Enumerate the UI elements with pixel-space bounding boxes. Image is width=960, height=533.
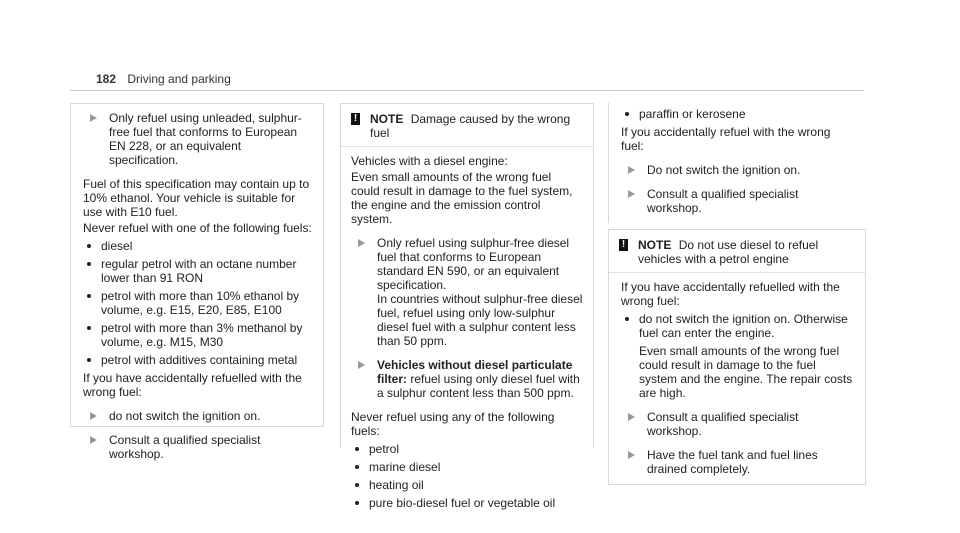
list-item: petrol with additives containing metal bbox=[83, 353, 313, 367]
list-item: petrol with more than 3% methanol by volume, e.g. M15, M30 bbox=[83, 321, 313, 349]
list-item-text: Even small amounts of the wrong fuel could result in damage to the fuel system and the engine. The repair costs are high. bbox=[639, 344, 853, 400]
arrow-icon bbox=[90, 412, 97, 420]
paragraph: If you have accidentally refuelled with the wrong fuel: bbox=[83, 371, 302, 399]
arrow-icon bbox=[628, 413, 635, 421]
column-3 bbox=[608, 103, 866, 485]
arrow-icon bbox=[90, 436, 97, 444]
bullet-list bbox=[83, 239, 313, 367]
step-item bbox=[83, 409, 313, 423]
step-item bbox=[621, 163, 856, 177]
note-title: Do not use diesel to refuel vehicles with a petrol engine bbox=[638, 238, 819, 266]
note-box bbox=[608, 229, 866, 485]
header-rule bbox=[70, 90, 864, 91]
arrow-icon bbox=[358, 361, 365, 369]
list-item: petrol with more than 10% ethanol by volume, e.g. E15, E20, E85, E100 bbox=[83, 289, 313, 317]
list-item: regular petrol with an octane number lower than 91 RON bbox=[83, 257, 313, 285]
section-title: Driving and parking bbox=[127, 72, 231, 86]
list-item: petrol bbox=[351, 442, 583, 456]
list-item: paraffin or kerosene bbox=[621, 107, 856, 121]
list-item: marine diesel bbox=[351, 460, 583, 474]
column-2-box bbox=[340, 103, 594, 510]
paragraph: Vehicles with a diesel engine: bbox=[351, 154, 508, 168]
note-header bbox=[341, 104, 593, 147]
warning-icon: ! bbox=[619, 239, 628, 251]
list-item-text: do not switch the ignition on. Otherwise fuel can enter the engine. bbox=[639, 312, 848, 340]
step-item bbox=[351, 236, 583, 348]
paragraph: Fuel of this specification may contain up to 10% ethanol. Your vehicle is suitable for use with E10 fuel. bbox=[83, 177, 310, 219]
bullet-list bbox=[351, 442, 583, 510]
list-item bbox=[621, 312, 855, 400]
step-text: Consult a qualified specialist workshop. bbox=[109, 433, 261, 461]
step-item bbox=[621, 187, 856, 215]
step-text: Only refuel using unleaded, sulphur-free fuel that conforms to European EN 228, or an equivalent specification. bbox=[109, 111, 302, 167]
page-header bbox=[96, 72, 231, 86]
step-text: Consult a qualified specialist workshop. bbox=[647, 187, 799, 215]
paragraph: Never refuel with one of the following fuels: bbox=[83, 221, 312, 235]
note-label: NOTE bbox=[638, 238, 672, 252]
note-title: Damage caused by the wrong fuel bbox=[370, 112, 571, 140]
paragraph: If you have accidentally refuelled with the wrong fuel: bbox=[621, 280, 840, 308]
paragraph: If you accidentally refuel with the wrong fuel: bbox=[621, 125, 831, 153]
note-label: NOTE bbox=[370, 112, 404, 126]
note-header bbox=[609, 230, 865, 273]
step-item bbox=[621, 410, 855, 438]
step-item bbox=[351, 358, 583, 400]
step-text: In countries without sulphur-free diesel fuel, refuel using only low-sulphur diesel fuel with a sulphur content less than 50 ppm. bbox=[377, 292, 583, 348]
paragraph: Never refuel using any of the following fuels: bbox=[351, 410, 555, 438]
column-3-top bbox=[608, 103, 866, 223]
step-item bbox=[83, 433, 313, 461]
step-text: do not switch the ignition on. bbox=[109, 409, 261, 423]
step-bold-text: Vehicles without diesel particulate filter: bbox=[377, 358, 573, 386]
arrow-icon bbox=[628, 451, 635, 459]
warning-icon: ! bbox=[351, 113, 360, 125]
arrow-icon bbox=[628, 190, 635, 198]
paragraph: Even small amounts of the wrong fuel could result in damage to the fuel system, the engine and the emission control system. bbox=[351, 170, 573, 226]
page-number: 182 bbox=[96, 72, 117, 86]
column-1-box bbox=[70, 103, 324, 461]
arrow-icon bbox=[90, 114, 97, 122]
bullet-list bbox=[621, 107, 856, 121]
list-item: heating oil bbox=[351, 478, 583, 492]
arrow-icon bbox=[358, 239, 365, 247]
step-text: Do not switch the ignition on. bbox=[647, 163, 801, 177]
step-text: Have the fuel tank and fuel lines drained completely. bbox=[647, 448, 818, 476]
step-text: Only refuel using sulphur-free diesel fuel that conforms to European standard EN 590, or an equivalent specification. bbox=[377, 236, 570, 292]
bullet-list bbox=[621, 312, 855, 400]
step-item bbox=[83, 111, 313, 167]
step-text: Consult a qualified specialist workshop. bbox=[647, 410, 799, 438]
step-text: refuel using only diesel fuel with a sulphur content less than 500 ppm. bbox=[377, 372, 580, 400]
arrow-icon bbox=[628, 166, 635, 174]
list-item: diesel bbox=[83, 239, 313, 253]
step-item bbox=[621, 448, 855, 476]
list-item: pure bio-diesel fuel or vegetable oil bbox=[351, 496, 583, 510]
